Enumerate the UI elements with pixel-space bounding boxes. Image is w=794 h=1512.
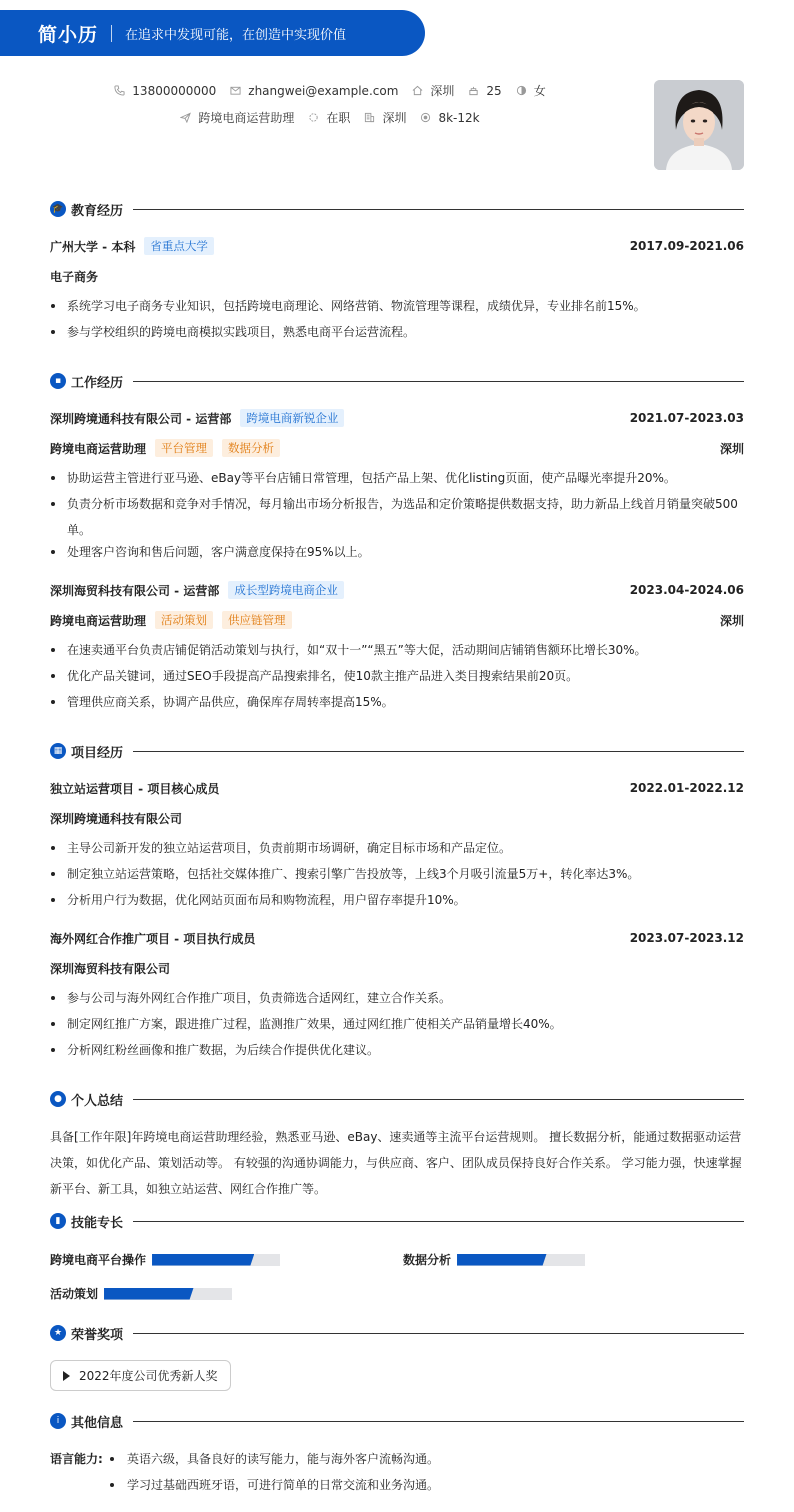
section-title: 工作经历 (71, 375, 124, 391)
job-item (180, 109, 294, 126)
target-city-item (364, 109, 406, 126)
list-item: 英语六级，具备良好的读写能力，能与海外客户流畅沟通。 (110, 1451, 439, 1467)
send-icon (180, 112, 191, 123)
email-item (230, 84, 398, 98)
section-divider (133, 1333, 744, 1334)
list-item: 优化产品关键词，通过SEO手段提高产品搜索排名，使10款主推产品进入类目搜索结果前20页。 (50, 663, 744, 689)
status-text: 在职 (326, 111, 351, 125)
skill-bar (457, 1254, 585, 1266)
status-icon (308, 112, 319, 123)
project-name: 独立站运营项目 - 项目核心成员 (50, 781, 220, 796)
major-name: 电子商务 (50, 269, 99, 284)
section-title: 教育经历 (71, 203, 124, 219)
section-title: 技能专长 (71, 1215, 124, 1231)
building-icon (364, 112, 375, 123)
work-role-row (50, 439, 744, 457)
list-item: 制定独立站运营策略，包括社交媒体推广、搜索引擎广告投放等，上线3个月吸引流量5万+，转化率达3%。 (50, 861, 744, 887)
school-tag: 省重点大学 (144, 237, 214, 255)
project-date: 2022.01-2022.12 (629, 781, 744, 795)
section-divider (133, 1099, 744, 1100)
job-text: 跨境电商运营助理 (198, 111, 295, 125)
list-item: 参与学校组织的跨境电商模拟实践项目，熟悉电商平台运营流程。 (50, 319, 744, 345)
project-entry-header (50, 779, 744, 797)
skill-bar-fill (104, 1288, 194, 1300)
info-icon: i (50, 1413, 66, 1429)
role-name: 跨境电商运营助理 (50, 613, 147, 628)
salary-icon (420, 112, 431, 123)
work-section-header (50, 371, 744, 391)
list-item: 在速卖通平台负责店铺促销活动策划与执行，如“双十一”“黑五”等大促，活动期间店铺销售额环比增长30%。 (50, 637, 744, 663)
skill-name: 跨境电商平台操作 (50, 1253, 147, 1267)
skill-tag: 平台管理 (155, 439, 213, 457)
summary-section-header (50, 1089, 744, 1109)
summary-text: 具备[工作年限]年跨境电商运营助理经验，熟悉亚马逊、eBay、速卖通等主流平台运营规则。 擅长数据分析，能通过数据驱动运营决策，如优化产品、策划活动等。 有较强的沟通协调能力，与供应商、客户、团队成员保持良好合作关系。 学习能力强，快速掌握新平台、新工具，如独立站运营、网红合作推广等。 (50, 1130, 742, 1196)
contact-row-1 (0, 82, 660, 99)
company-name: 深圳海贸科技有限公司 - 运营部 (50, 583, 220, 598)
company-name: 深圳跨境通科技有限公司 - 运营部 (50, 411, 232, 426)
phone-icon (114, 85, 125, 96)
skill-tag: 活动策划 (155, 611, 213, 629)
salary-text: 8k-12k (438, 110, 480, 125)
role-name: 跨境电商运营助理 (50, 441, 147, 456)
list-item: 制定网红推广方案，跟进推广过程，监测推广效果，通过网红推广使相关产品销量增长40%。 (50, 1011, 744, 1037)
briefcase-icon: ▪ (50, 373, 66, 389)
phone-item (114, 84, 216, 98)
skill-tag: 数据分析 (222, 439, 280, 457)
gender-item (516, 82, 546, 99)
age-text: 25 (486, 83, 502, 98)
other-section-header (50, 1411, 744, 1431)
work-role-row (50, 611, 744, 629)
section-divider (133, 751, 744, 752)
projects-section-header (50, 741, 744, 761)
project-org: 深圳海贸科技有限公司 (50, 961, 171, 976)
gender-icon (516, 85, 527, 96)
phone-text: 13800000000 (132, 83, 217, 98)
work-entry-header (50, 409, 744, 427)
work-entry-header (50, 581, 744, 599)
work-city: 深圳 (719, 613, 744, 628)
home-icon (412, 85, 423, 96)
list-item: 协助运营主管进行亚马逊、eBay等平台店铺日常管理，包括产品上架、优化listing页面，使产品曝光率提升20%。 (50, 465, 744, 491)
skill-bar-fill (457, 1254, 547, 1266)
chart-icon: ▮ (50, 1213, 66, 1229)
medal-icon: ★ (50, 1325, 66, 1341)
city-text: 深圳 (430, 84, 455, 98)
education-entry-header (50, 237, 744, 255)
company-tag: 成长型跨境电商企业 (228, 581, 344, 599)
skill-bar-fill (152, 1254, 254, 1266)
mail-icon (230, 85, 241, 96)
brand-name: 简小历 (38, 23, 99, 46)
skill-name: 数据分析 (403, 1253, 452, 1267)
salary-item (420, 111, 479, 125)
skill-item (403, 1251, 585, 1268)
list-item: 管理供应商关系，协调产品供应，确保库存周转率提高15%。 (50, 689, 744, 715)
section-divider (133, 209, 744, 210)
graduation-icon: 🎓 (50, 201, 66, 217)
avatar-photo (654, 80, 744, 170)
project-org: 深圳跨境通科技有限公司 (50, 811, 183, 826)
age-item (468, 84, 501, 98)
section-divider (133, 381, 744, 382)
list-item: 分析网红粉丝画像和推广数据，为后续合作提供优化建议。 (50, 1037, 744, 1063)
project-name: 海外网红合作推广项目 - 项目执行成员 (50, 931, 256, 946)
list-item: 学习过基础西班牙语，可进行简单的日常交流和业务沟通。 (110, 1477, 439, 1493)
caret-right-icon (63, 1371, 70, 1381)
header-banner (0, 10, 425, 56)
skill-name: 活动策划 (50, 1287, 99, 1301)
work-date: 2021.07-2023.03 (629, 411, 744, 425)
section-title: 个人总结 (71, 1093, 124, 1109)
education-date: 2017.09-2021.06 (629, 239, 744, 253)
company-tag: 跨境电商新锐企业 (240, 409, 344, 427)
section-title: 项目经历 (71, 745, 124, 761)
language-label: 语言能力: (50, 1452, 103, 1466)
award-name: 2022年度公司优秀新人奖 (79, 1369, 218, 1383)
banner-divider (111, 25, 112, 42)
list-item: 处理客户咨询和售后问题，客户满意度保持在95%以上。 (50, 539, 744, 565)
skill-bar (104, 1288, 232, 1300)
status-item (308, 109, 350, 126)
project-org-row (50, 809, 744, 827)
list-item: 参与公司与海外网红合作推广项目，负责筛选合适网红，建立合作关系。 (50, 985, 744, 1011)
project-entry-header (50, 929, 744, 947)
contact-row-2 (0, 109, 660, 126)
list-item: 系统学习电子商务专业知识，包括跨境电商理论、网络营销、物流管理等课程，成绩优异，专业排名前15%。 (50, 293, 744, 319)
user-icon: ● (50, 1091, 66, 1107)
city-item (412, 82, 454, 99)
work-city: 深圳 (719, 441, 744, 456)
skills-section-header (50, 1211, 744, 1231)
award-item[interactable] (50, 1360, 231, 1391)
project-date: 2023.07-2023.12 (629, 931, 744, 945)
education-section-header (50, 199, 744, 219)
honors-section-header (50, 1323, 744, 1343)
section-title: 其他信息 (71, 1415, 124, 1431)
list-item: 负责分析市场数据和竞争对手情况，每月输出市场分析报告，为选品和定价策略提供数据支持，助力新品上线首月销量突破500单。 (50, 491, 744, 543)
email-text: zhangwei@example.com (248, 83, 399, 98)
target-city-text: 深圳 (382, 111, 407, 125)
skill-item (50, 1285, 232, 1302)
skill-tag: 供应链管理 (222, 611, 292, 629)
section-divider (133, 1221, 744, 1222)
work-date: 2023.04-2024.06 (629, 583, 744, 597)
school-name: 广州大学 - 本科 (50, 239, 136, 254)
grid-icon: ▦ (50, 743, 66, 759)
skill-item (50, 1251, 280, 1268)
gender-text: 女 (533, 84, 546, 98)
section-divider (133, 1421, 744, 1422)
age-icon (468, 85, 479, 96)
skill-bar (152, 1254, 280, 1266)
section-title: 荣誉奖项 (71, 1327, 124, 1343)
project-org-row (50, 959, 744, 977)
major-row (50, 267, 744, 285)
list-item: 分析用户行为数据，优化网站页面布局和购物流程，用户留存率提升10%。 (50, 887, 744, 913)
list-item: 主导公司新开发的独立站运营项目，负责前期市场调研，确定目标市场和产品定位。 (50, 835, 744, 861)
slogan: 在追求中发现可能，在创造中实现价值 (125, 27, 347, 43)
